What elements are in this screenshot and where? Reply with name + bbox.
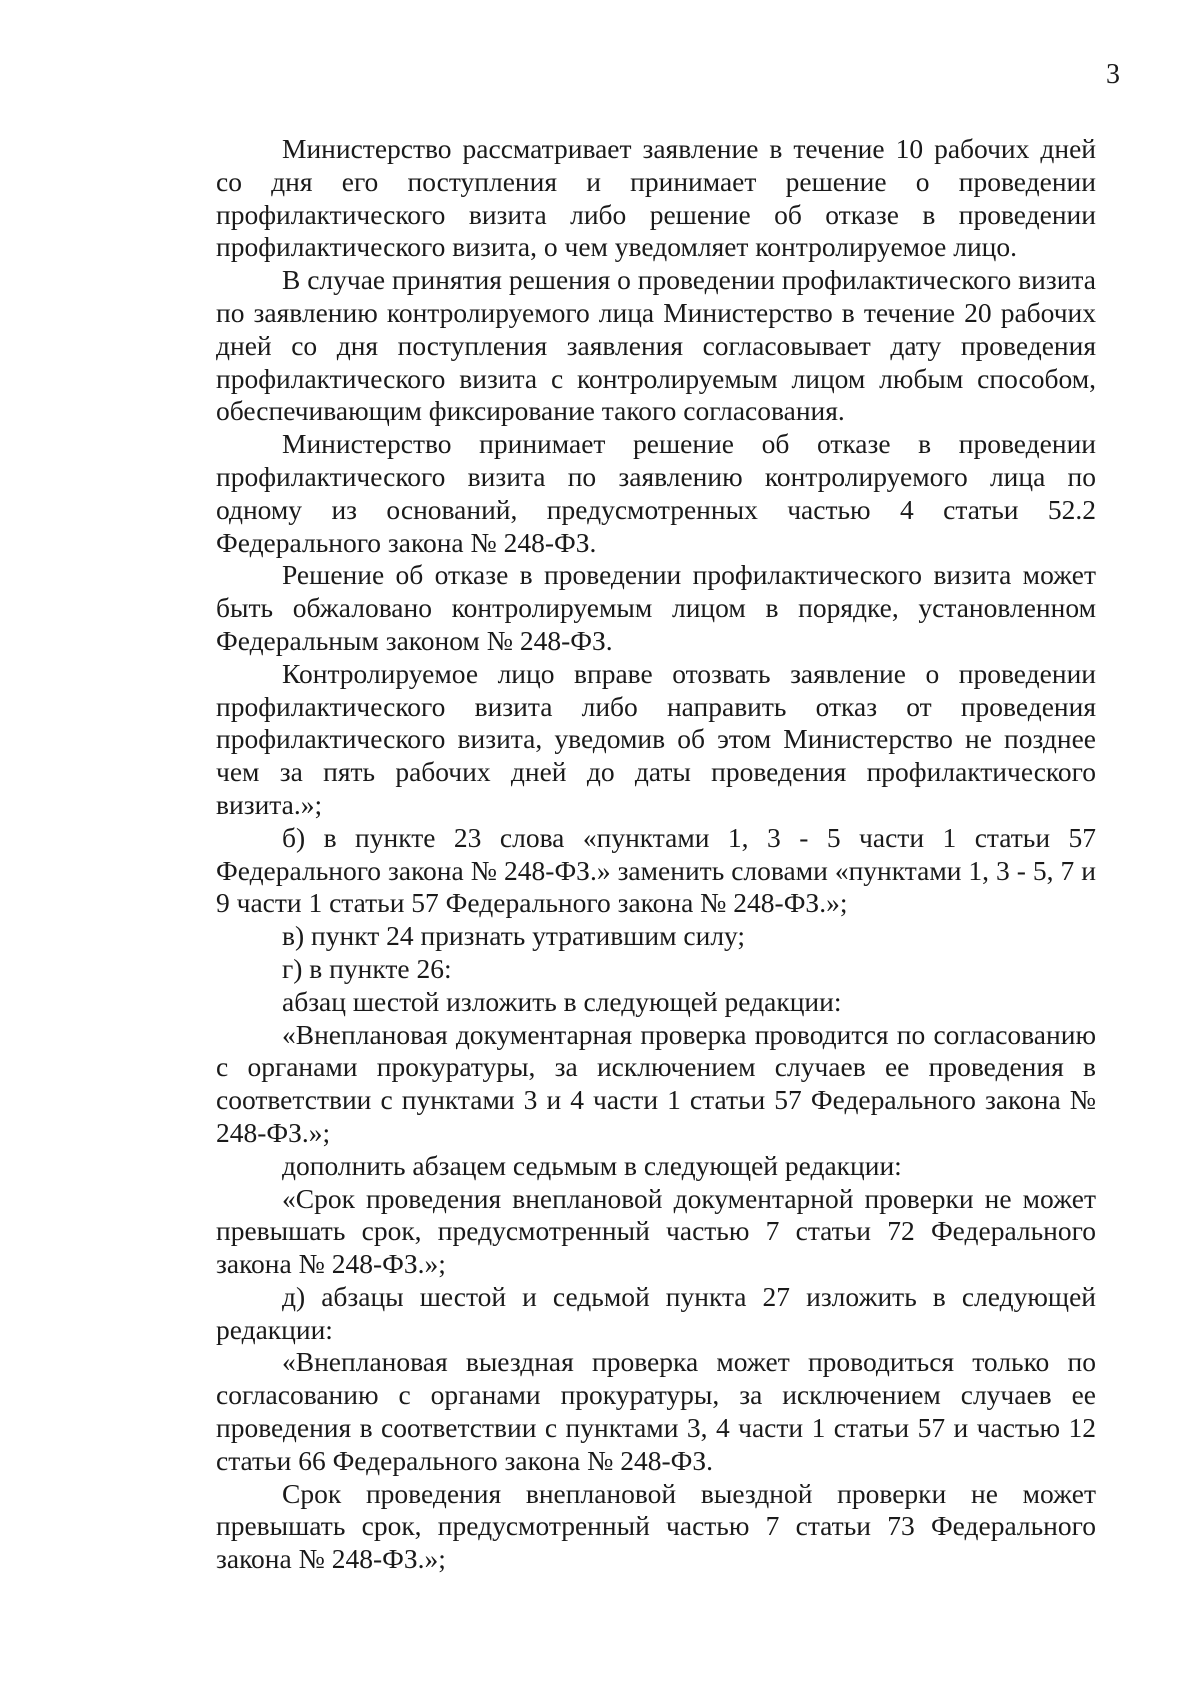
paragraph: В случае принятия решения о проведении профилактического визита по заявлению контролируемого лица Министерство в течение 20 рабочих дней со дня поступления заявления согласовывает дату проведения профилактического визита с контролируемым лицом любым способом, обеспечивающим фиксирование такого согласования. (216, 264, 1096, 427)
paragraph: Министерство принимает решение об отказе в проведении профилактического визита по заявлению контролируемого лица по одному из оснований, предусмотренных частью 4 статьи 52.2 Федерального закона № 248-ФЗ. (216, 428, 1096, 558)
paragraph: дополнить абзацем седьмым в следующей редакции: (282, 1149, 902, 1181)
paragraph: б) в пункте 23 слова «пунктами 1, 3 - 5 части 1 статьи 57 Федерального закона № 248-ФЗ.» заменить словами «пунктами 1, 3 - 5, 7 и 9 части 1 статьи 57 Федерального закона № 248-ФЗ.»; (216, 821, 1096, 919)
paragraph: абзац шестой изложить в следующей редакции: (282, 985, 842, 1017)
paragraph: Решение об отказе в проведении профилактического визита может быть обжаловано контролируемым лицом в порядке, установленном Федеральным законом № 248-ФЗ. (216, 559, 1096, 656)
paragraph: г) в пункте 26: (282, 952, 452, 984)
paragraph: «Внеплановая документарная проверка проводится по согласованию с органами прокуратуры, за исключением случаев ее проведения в соответствии с пунктами 3 и 4 части 1 статьи 57 Федерального закона № 248-ФЗ.»; (216, 1018, 1096, 1148)
paragraph: Контролируемое лицо вправе отозвать заявление о проведении профилактического визита либо направить отказ от проведения профилактического визита, уведомив об этом Министерство не позднее чем за пять рабочих дней до даты проведения профилактического визита.»; (216, 657, 1096, 820)
paragraph: Срок проведения внеплановой выездной проверки не может превышать срок, предусмотренный частью 7 статьи 73 Федерального закона № 248-ФЗ.»; (216, 1477, 1096, 1575)
paragraph: Министерство рассматривает заявление в течение 10 рабочих дней со дня его поступления и принимает решение о проведении профилактического визита либо решение об отказе в проведении профилактического визита, о чем уведомляет контролируемое лицо. (216, 133, 1096, 263)
paragraph: д) абзацы шестой и седьмой пункта 27 изложить в следующей редакции: (216, 1280, 1096, 1345)
document-body (216, 133, 1096, 1576)
paragraph: «Внеплановая выездная проверка может проводиться только по согласованию с органами прокуратуры, за исключением случаев ее проведения в соответствии с пунктами 3, 4 части 1 статьи 57 и частью 12 статьи 66 Федерального закона № 248-ФЗ. (216, 1346, 1096, 1476)
paragraph: «Срок проведения внеплановой документарной проверки не может превышать срок, предусмотренный частью 7 статьи 72 Федерального закона № 248-ФЗ.»; (216, 1182, 1096, 1280)
paragraph: в) пункт 24 признать утратившим силу; (282, 920, 746, 952)
page-number: 3 (1106, 59, 1120, 90)
